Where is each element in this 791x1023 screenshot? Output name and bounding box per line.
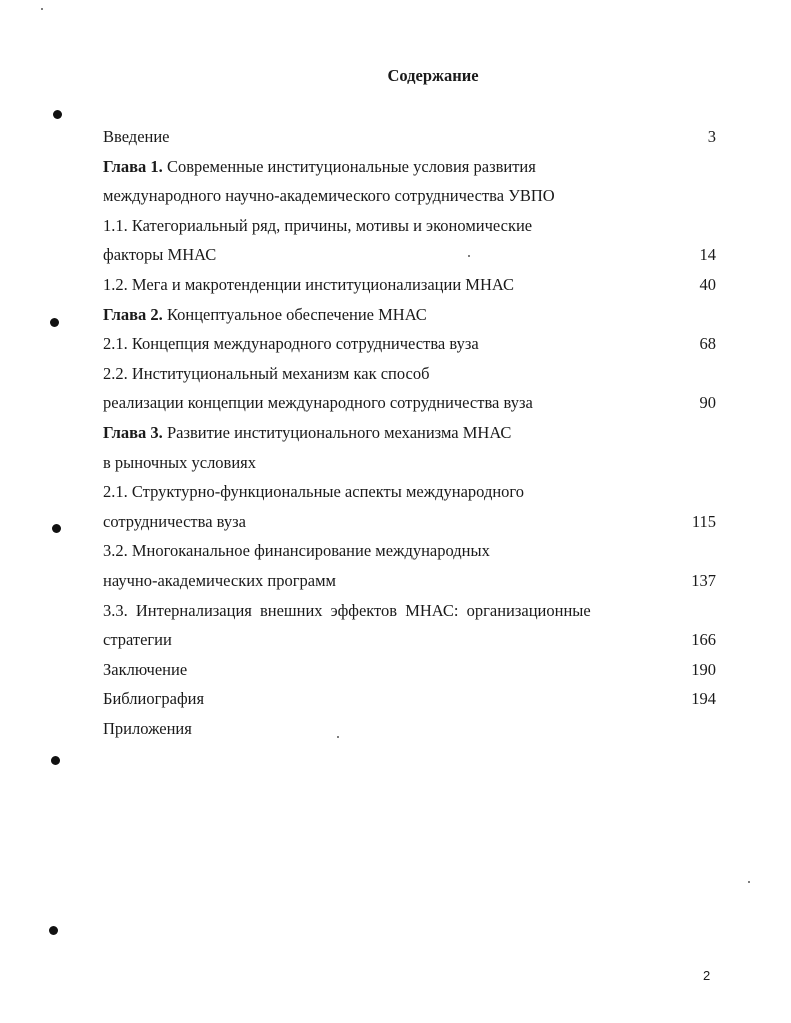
- scan-speck: [41, 8, 43, 10]
- toc-entry-text: в рыночных условиях: [103, 452, 257, 472]
- toc-entry-page: 90: [699, 393, 716, 413]
- toc-entry: [103, 329, 716, 359]
- chapter-label: Глава 3.: [103, 422, 163, 442]
- toc-entry-text: международного научно-академического сотрудничества УВПО: [103, 186, 555, 206]
- toc-entry: [103, 240, 716, 270]
- toc-entry-text: факторы МНАС: [103, 245, 217, 265]
- toc-entry-text: 1.1. Категориальный ряд, причины, мотивы и экономические: [103, 215, 533, 235]
- scan-speck: [748, 881, 750, 883]
- toc-entry: [103, 270, 716, 300]
- toc-entry-text: Библиография: [103, 689, 205, 709]
- toc-entry-text: Заключение: [103, 659, 188, 679]
- toc-entry-text: 2.1. Концепция международного сотрудничества вуза: [103, 334, 479, 354]
- toc-entry: [103, 596, 716, 626]
- toc-entry-text: реализации концепции международного сотрудничества вуза: [103, 393, 533, 413]
- toc-entry-text: сотрудничества вуза: [103, 511, 246, 531]
- chapter-label: Глава 2.: [103, 304, 163, 324]
- toc-entry-page: 3: [707, 127, 716, 146]
- toc-entry: [103, 625, 716, 655]
- toc-entry-page: 68: [699, 334, 716, 354]
- toc-entry: [103, 448, 716, 478]
- punch-hole-mark: [49, 926, 58, 935]
- punch-hole-mark: [51, 756, 60, 765]
- chapter-label: Глава 1.: [103, 156, 163, 176]
- toc-entry-text: 2.2. Институциональный механизм как способ: [103, 363, 430, 383]
- toc-entry-text: 2.1. Структурно-функциональные аспекты международного: [103, 482, 525, 502]
- scan-speck: [468, 255, 470, 257]
- toc-entry-text: Развитие институционального механизма МНАС: [162, 422, 512, 442]
- toc-entry: [103, 122, 716, 152]
- toc-entry-text: Введение: [103, 127, 170, 146]
- toc-entry-page: 166: [691, 630, 716, 650]
- punch-hole-mark: [53, 110, 62, 119]
- toc-entry-text: Современные институциональные условия развития: [162, 156, 536, 176]
- punch-hole-mark: [50, 318, 59, 327]
- toc-entry: [103, 655, 716, 685]
- page-number: 2: [703, 968, 711, 983]
- toc-entry-page: 40: [699, 274, 716, 294]
- toc-entry-text: 3.3. Интернализация внешних эффектов МНАС: организационные: [103, 600, 591, 620]
- toc-entry-page: 115: [691, 511, 716, 531]
- toc-entry: [103, 359, 716, 389]
- toc-entry-text: 1.2. Мега и макротенденции институционализации МНАС: [103, 274, 514, 294]
- toc-entry: [103, 536, 716, 566]
- toc-entry: [103, 418, 716, 448]
- toc-entry: [103, 388, 716, 418]
- table-of-contents: [103, 122, 716, 743]
- toc-entry-text: стратегии: [103, 630, 172, 650]
- toc-entry-text: 3.2. Многоканальное финансирование международных: [103, 541, 490, 561]
- toc-entry-text: Приложения: [103, 718, 192, 738]
- toc-entry: [103, 566, 716, 596]
- toc-entry: [103, 714, 716, 744]
- toc-entry-page: 190: [691, 659, 716, 679]
- toc-entry-page: 137: [691, 570, 716, 590]
- toc-entry: [103, 300, 716, 330]
- toc-entry-text: научно-академических программ: [103, 570, 336, 590]
- page-title: Содержание: [387, 66, 479, 85]
- toc-entry: [103, 152, 716, 182]
- toc-entry: [103, 181, 716, 211]
- toc-entry: [103, 477, 716, 507]
- scan-speck: [337, 736, 339, 738]
- toc-entry-page: 14: [699, 245, 716, 265]
- toc-entry-page: 194: [691, 689, 716, 709]
- toc-entry: [103, 507, 716, 537]
- toc-entry: [103, 684, 716, 714]
- punch-hole-mark: [52, 524, 61, 533]
- toc-entry: [103, 211, 716, 241]
- toc-entry-text: Концептуальное обеспечение МНАС: [162, 304, 427, 324]
